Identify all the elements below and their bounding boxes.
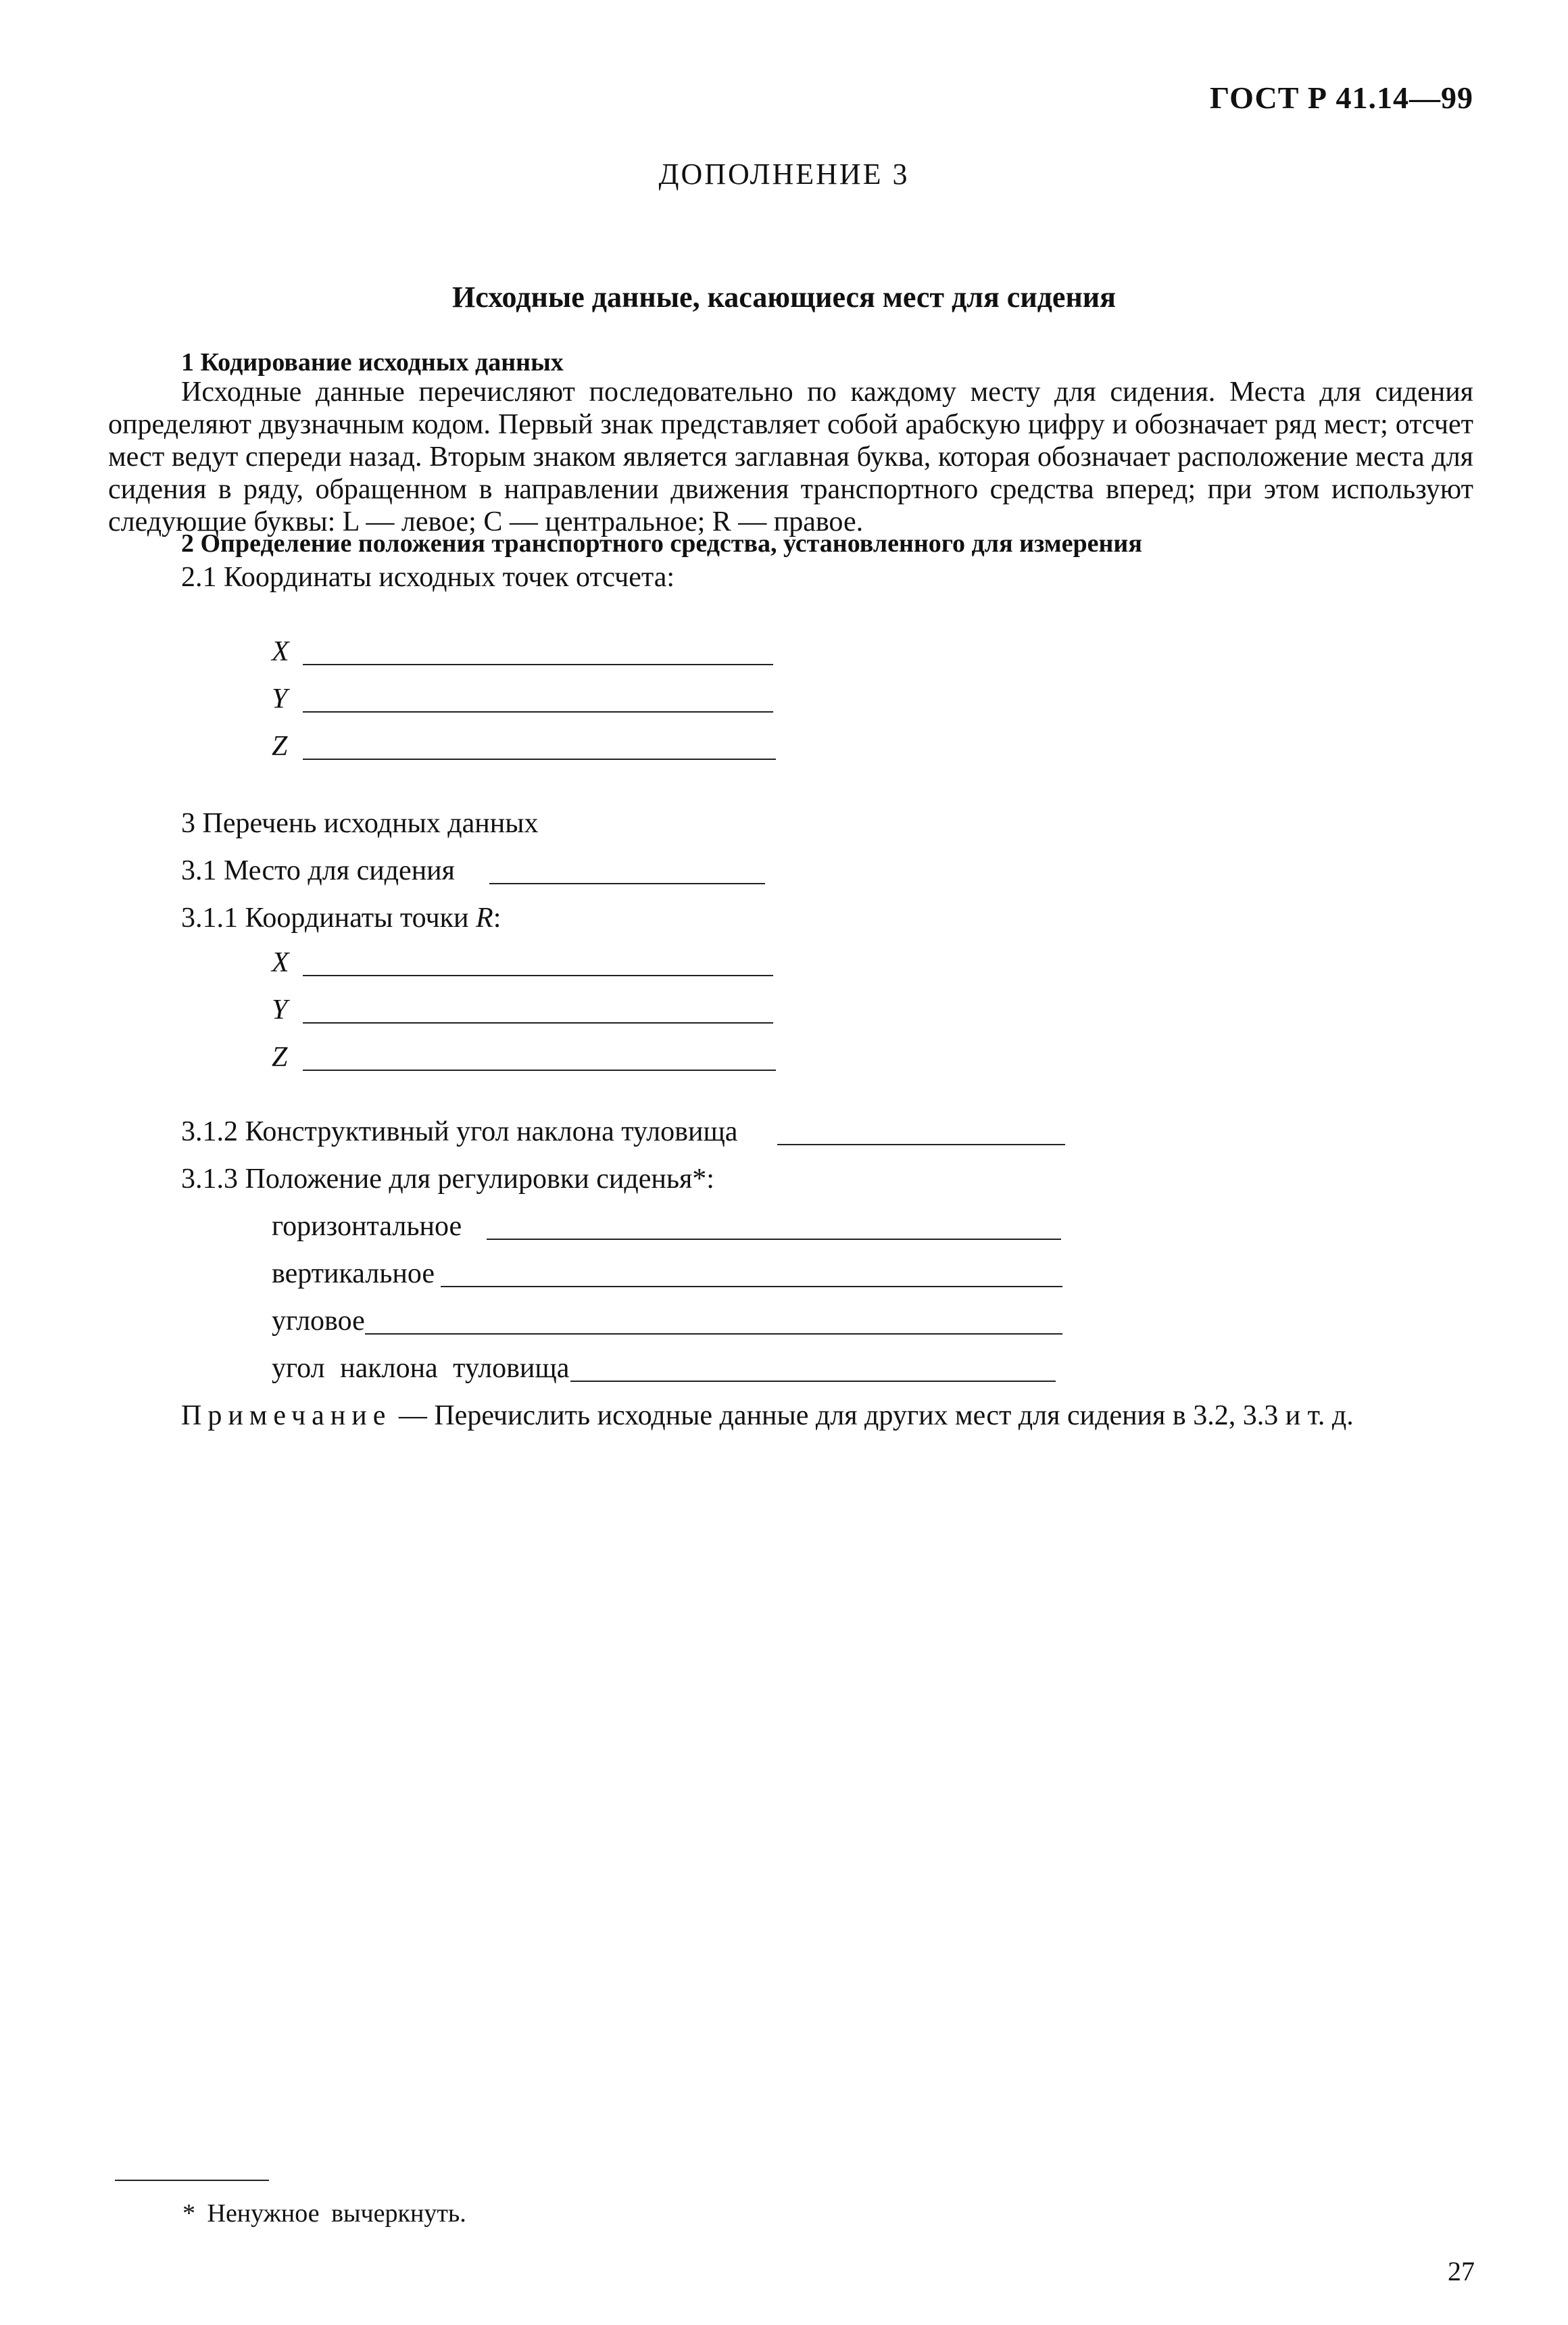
adjust-angular-label: угловое [272,1305,365,1337]
adjust-vertical-label: вертикальное [272,1258,435,1289]
adjust-vertical-blank[interactable] [441,1286,1062,1287]
coord-x-blank[interactable] [303,664,773,665]
page-number: 27 [1448,2256,1475,2286]
coord-y-label: Y [272,684,288,715]
rpoint-y-label: Y [272,994,288,1026]
adjust-torso-label: угол наклона туловища [272,1353,570,1384]
rpoint-label: 3.1.1 Координаты точки R: [181,903,501,934]
section-2-1-label: 2.1 Координаты исходных точек отсчета: [181,562,675,593]
rpoint-y-blank[interactable] [303,1022,773,1024]
rpoint-z-label: Z [272,1042,288,1073]
standard-code: ГОСТ Р 41.14—99 [1210,80,1473,115]
adjust-angular-blank[interactable] [365,1333,1062,1335]
section-3-heading: 3 Перечень исходных данных [181,808,539,839]
footnote: * Ненужное вычеркнуть. [182,2199,466,2228]
adjust-torso-blank[interactable] [570,1381,1056,1382]
note [181,1399,1354,1432]
section-title: Исходные данные, касающиеся мест для сидения [452,281,1116,314]
seat-adjust-label: 3.1.3 Положение для регулировки сиденья*: [181,1164,714,1195]
rpoint-x-label: X [272,947,289,978]
section-1-text: Исходные данные перечисляют последовательно по каждому месту для сидения. Места для сидения определяют двузначным кодом. Первый знак представляет собой арабскую цифру и обозначает ряд мест; отсчет мест ведут спереди назад. Вторым знаком является заглавная буква, которая обозначает расположение места для сидения в ряду, обращенном в направлении движения транспортного средства вперед; при этом используют следующие буквы: L — левое; C — центральное; R — правое. [108,377,1473,537]
section-1-heading: 1 Кодирование исходных данных [181,348,564,377]
torso-angle-blank[interactable] [777,1144,1065,1145]
rpoint-z-blank[interactable] [303,1070,776,1071]
coord-y-blank[interactable] [303,711,773,713]
note-label: Примечание [181,1400,392,1431]
footnote-divider [115,2180,269,2181]
seat-blank[interactable] [489,883,765,884]
supplement-title: ДОПОЛНЕНИЕ 3 [658,158,910,191]
note-text: — Перечислить исходные данные для других мест для сидения в 3.2, 3.3 и т. д. [391,1400,1354,1431]
rpoint-x-blank[interactable] [303,975,773,976]
coord-z-label: Z [272,731,288,762]
section-2-heading: 2 Определение положения транспортного средства, установленного для измерения [181,529,1142,558]
adjust-horizontal-blank[interactable] [487,1239,1061,1240]
torso-angle-label: 3.1.2 Конструктивный угол наклона туловища [181,1116,738,1147]
adjust-horizontal-label: горизонтальное [272,1211,462,1242]
seat-label: 3.1 Место для сидения [181,855,455,886]
coord-x-label: X [272,636,289,667]
coord-z-blank[interactable] [303,759,776,760]
